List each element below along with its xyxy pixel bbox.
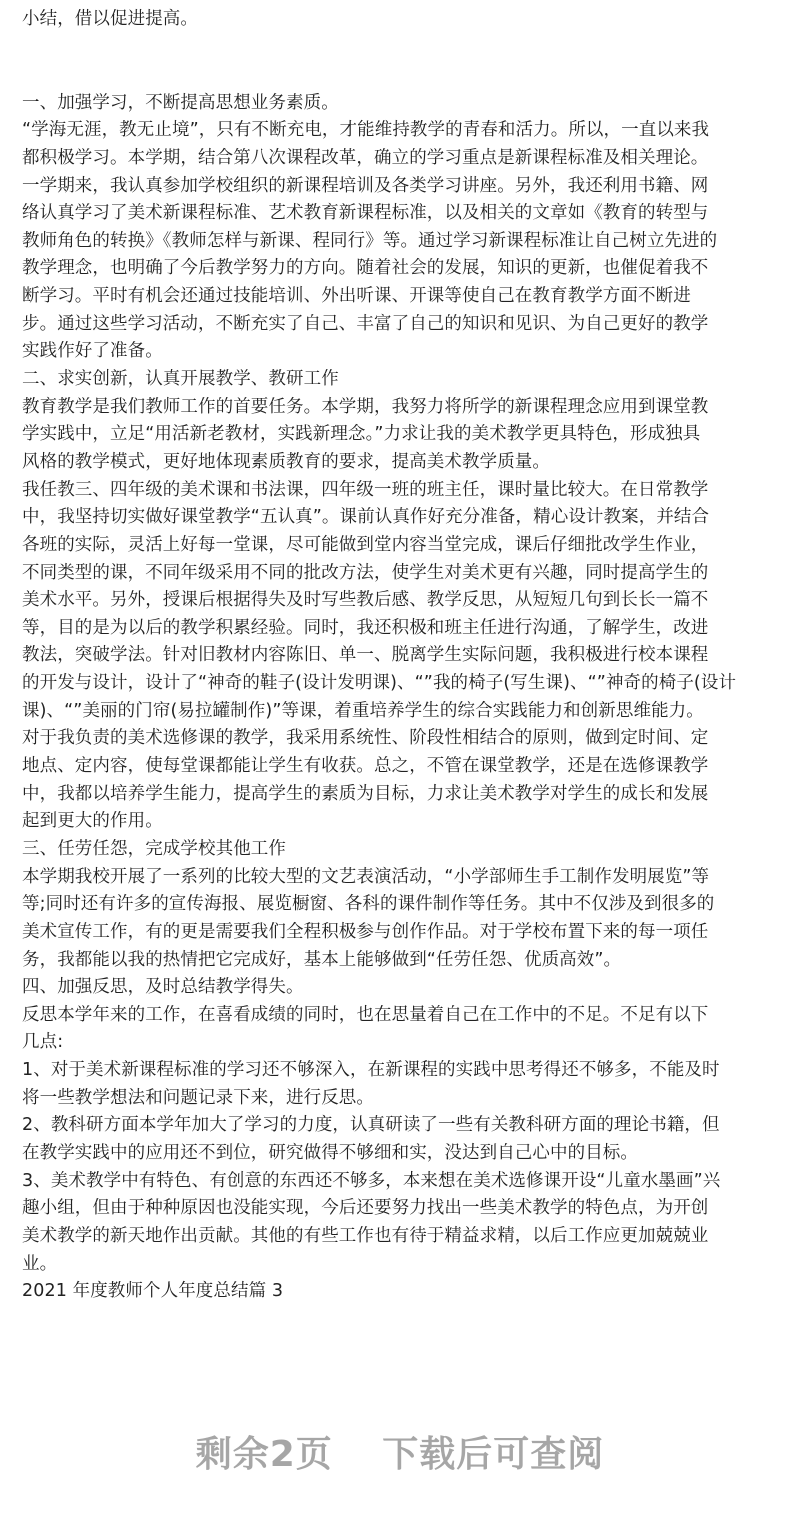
text-line: 各班的实际，灵活上好每一堂课，尽可能做到堂内容当堂完成，课后仔细批改学生作业， xyxy=(22,534,709,555)
download-prompt[interactable] xyxy=(0,1426,800,1477)
paragraph-gap xyxy=(22,34,792,90)
text-line: 务，我都能以我的热情把它完成好，基本上能够做到“任劳任怨、优质高效”。 xyxy=(22,949,622,970)
text-line: 起到更大的作用。 xyxy=(22,811,163,832)
text-line: 美术宣传工作，有的更是需要我们全程积极参与创作作品。对于学校布置下来的每一项任 xyxy=(22,921,709,942)
download-to-view-label[interactable]: 下载后可查阅 xyxy=(382,1434,605,1475)
text-line: 将一些教学想法和问题记录下来，进行反思。 xyxy=(22,1087,374,1108)
text-line: 几点: xyxy=(22,1032,64,1053)
text-line: 2、教科研方面本学年加大了学习的力度，认真研读了一些有关教科研方面的理论书籍，但 xyxy=(22,1115,720,1136)
text-line: 一学期来，我认真参加学校组织的新课程培训及各类学习讲座。另外，我还利用书籍、网 xyxy=(22,175,709,196)
text-line: 1、对于美术新课程标准的学习还不够深入，在新课程的实践中思考得还不够多，不能及时 xyxy=(22,1060,720,1081)
text-line: 美术教学的新天地作出贡献。其他的有些工作也有待于精益求精，以后工作应更加兢兢业 xyxy=(22,1225,709,1246)
text-line: 二、求实创新，认真开展教学、教研工作 xyxy=(22,369,339,390)
text-line: 我任教三、四年级的美术课和书法课，四年级一班的班主任，课时量比较大。在日常教学 xyxy=(22,479,709,500)
text-line: 教育教学是我们教师工作的首要任务。本学期，我努力将所学的新课程理念应用到课堂教 xyxy=(22,396,709,417)
text-line: 都积极学习。本学期，结合第八次课程改革，确立的学习重点是新课程标准及相关理论。 xyxy=(22,147,709,168)
text-line: 中，我坚持切实做好课堂教学“五认真”。课前认真作好充分准备，精心设计教案，并结合 xyxy=(22,507,710,528)
text-line: 课)、“”美丽的门帘(易拉罐制作)”等课，着重培养学生的综合实践能力和创新思维能力。 xyxy=(22,700,704,721)
text-line: 中，我都以培养学生能力，提高学生的素质为目标，力求让美术教学对学生的成长和发展 xyxy=(22,783,709,804)
text-line: 对于我负责的美术选修课的教学，我采用系统性、阶段性相结合的原则，做到定时间、定 xyxy=(22,728,709,749)
text-line: 四、加强反思，及时总结教学得失。 xyxy=(22,977,304,998)
text-line: 一、加强学习，不断提高思想业务素质。 xyxy=(22,92,339,113)
text-line: 本学期我校开展了一系列的比较大型的文艺表演活动，“小学部师生手工制作发明展览”等 xyxy=(22,866,710,887)
text-line: 风格的教学模式，更好地体现素质教育的要求，提高美术教学质量。 xyxy=(22,451,550,472)
text-line: 学实践中，立足“用活新老教材，实践新理念。”力求让我的美术教学更具特色，形成独具 xyxy=(22,424,701,445)
text-line: 2021 年度教师个人年度总结篇 3 xyxy=(22,1281,284,1302)
text-line: 教师角色的转换》《教师怎样与新课、程同行》等。通过学习新课程标准让自己树立先进的 xyxy=(22,230,718,251)
text-line: 断学习。平时有机会还通过技能培训、外出听课、开课等使自己在教育教学方面不断进 xyxy=(22,286,691,307)
text-line: 业。 xyxy=(22,1253,58,1274)
text-line: 不同类型的课，不同年级采用不同的批改方法，使学生对美术更有兴趣，同时提高学生的 xyxy=(22,562,709,583)
text-line: 3、美术教学中有特色、有创意的东西还不够多，本来想在美术选修课开设“儿童水墨画”兴 xyxy=(22,1170,721,1191)
text-line: 美术水平。另外，授课后根据得失及时写些教后感、教学反思，从短短几句到长长一篇不 xyxy=(22,590,709,611)
text-line: 反思本学年来的工作，在喜看成绩的同时，也在思量着自己在工作中的不足。不足有以下 xyxy=(22,1004,709,1025)
document-body xyxy=(22,6,792,1306)
text-line: 络认真学习了美术新课程标准、艺术教育新课程标准，以及相关的文章如《教育的转型与 xyxy=(22,203,709,224)
document-text xyxy=(22,90,792,1306)
text-line: 实践作好了准备。 xyxy=(22,341,163,362)
text-line: 三、任劳任怨，完成学校其他工作 xyxy=(22,838,286,859)
text-line: 地点、定内容，使每堂课都能让学生有收获。总之，不管在课堂教学，还是在选修课教学 xyxy=(22,756,709,777)
intro-tail-line: 小结，借以促进提高。 xyxy=(22,9,198,29)
text-line: 等;同时还有许多的宣传海报、展览橱窗、各科的课件制作等任务。其中不仅涉及到很多的 xyxy=(22,894,715,915)
text-line: “学海无涯，教无止境”，只有不断充电，才能维持教学的青春和活力。所以，一直以来我 xyxy=(22,120,710,141)
text-line: 步。通过这些学习活动，不断充实了自己、丰富了自己的知识和见识、为自己更好的教学 xyxy=(22,313,709,334)
remaining-pages-label: 剩余2页 xyxy=(195,1434,333,1475)
text-line: 在教学实践中的应用还不到位，研究做得不够细和实，没达到自己心中的目标。 xyxy=(22,1142,638,1163)
text-line: 趣小组，但由于种种原因也没能实现，今后还要努力找出一些美术教学的特色点，为开创 xyxy=(22,1198,709,1219)
text-line: 等，目的是为以后的教学积累经验。同时，我还积极和班主任进行沟通，了解学生，改进 xyxy=(22,617,709,638)
text-line: 教法，突破学法。针对旧教材内容陈旧、单一、脱离学生实际问题，我积极进行校本课程 xyxy=(22,645,709,666)
text-line: 教学理念，也明确了今后教学努力的方向。随着社会的发展，知识的更新，也催促着我不 xyxy=(22,258,709,279)
text-line: 的开发与设计，设计了“神奇的鞋子(设计发明课)、“”我的椅子(写生课)、“”神奇的椅子(设计 xyxy=(22,673,737,694)
